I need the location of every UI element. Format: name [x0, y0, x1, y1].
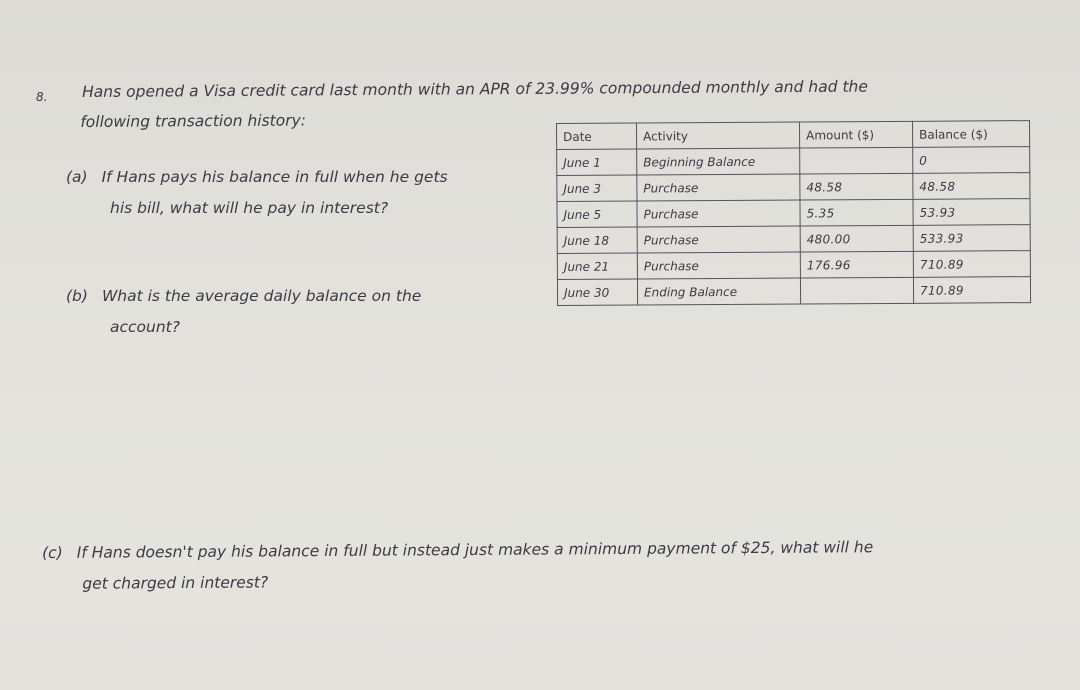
cell-date: June 1: [557, 149, 637, 175]
cell-amount: 5.35: [800, 199, 913, 226]
cell-date: June 21: [557, 253, 637, 279]
part-c-line-1: If Hans doesn't pay his balance in full but instead just makes a minimum payment of $25, what will he: [76, 538, 874, 562]
cell-amount: 176.96: [800, 251, 913, 278]
cell-balance: 48.58: [913, 173, 1030, 200]
table-row: [557, 173, 1030, 202]
cell-activity: Purchase: [637, 252, 800, 279]
part-c-line-2: get charged in interest?: [82, 573, 269, 593]
header-activity: Activity: [637, 122, 800, 149]
part-c: [42, 531, 1072, 600]
part-a-line-2: his bill, what will he pay in interest?: [110, 199, 389, 217]
table-row: [557, 147, 1030, 176]
header-balance: Balance ($): [912, 121, 1029, 148]
table-row: [557, 225, 1030, 254]
part-b-label: (b): [66, 287, 88, 305]
part-a: [66, 162, 526, 224]
cell-activity: Purchase: [637, 174, 800, 201]
cell-balance: 533.93: [913, 225, 1030, 252]
cell-activity: Purchase: [637, 200, 800, 227]
cell-balance: 710.89: [913, 277, 1030, 304]
intro-line-2: following transaction history:: [80, 111, 307, 132]
part-c-label: (c): [42, 543, 63, 562]
header-date: Date: [557, 123, 637, 149]
cell-balance: 710.89: [913, 251, 1030, 278]
table-row: [557, 277, 1030, 306]
cell-activity: Ending Balance: [637, 278, 800, 305]
cell-date: June 3: [557, 175, 637, 201]
table-row: [557, 199, 1030, 228]
cell-balance: 53.93: [913, 199, 1030, 226]
cell-amount: 48.58: [800, 173, 913, 200]
part-b-line-1: What is the average daily balance on the: [101, 287, 422, 305]
cell-date: June 30: [557, 279, 637, 305]
table-header-row: [557, 121, 1030, 150]
cell-amount: [800, 147, 913, 174]
cell-amount: [800, 277, 913, 304]
intro-line-1: Hans opened a Visa credit card last month with an APR of 23.99% compounded monthly and had the: [82, 77, 868, 101]
cell-amount: 480.00: [800, 225, 913, 252]
part-a-line-1: If Hans pays his balance in full when he gets: [101, 168, 448, 186]
part-b-line-2: account?: [110, 318, 180, 336]
transaction-table: [556, 120, 1031, 306]
cell-date: June 5: [557, 201, 637, 227]
cell-activity: Purchase: [637, 226, 800, 253]
cell-balance: 0: [913, 147, 1030, 174]
cell-date: June 18: [557, 227, 637, 253]
part-b: [66, 281, 526, 343]
table-row: [557, 251, 1030, 280]
cell-activity: Beginning Balance: [637, 148, 800, 175]
part-a-label: (a): [66, 168, 88, 186]
header-amount: Amount ($): [799, 121, 912, 148]
question-number: 8.: [36, 90, 48, 104]
